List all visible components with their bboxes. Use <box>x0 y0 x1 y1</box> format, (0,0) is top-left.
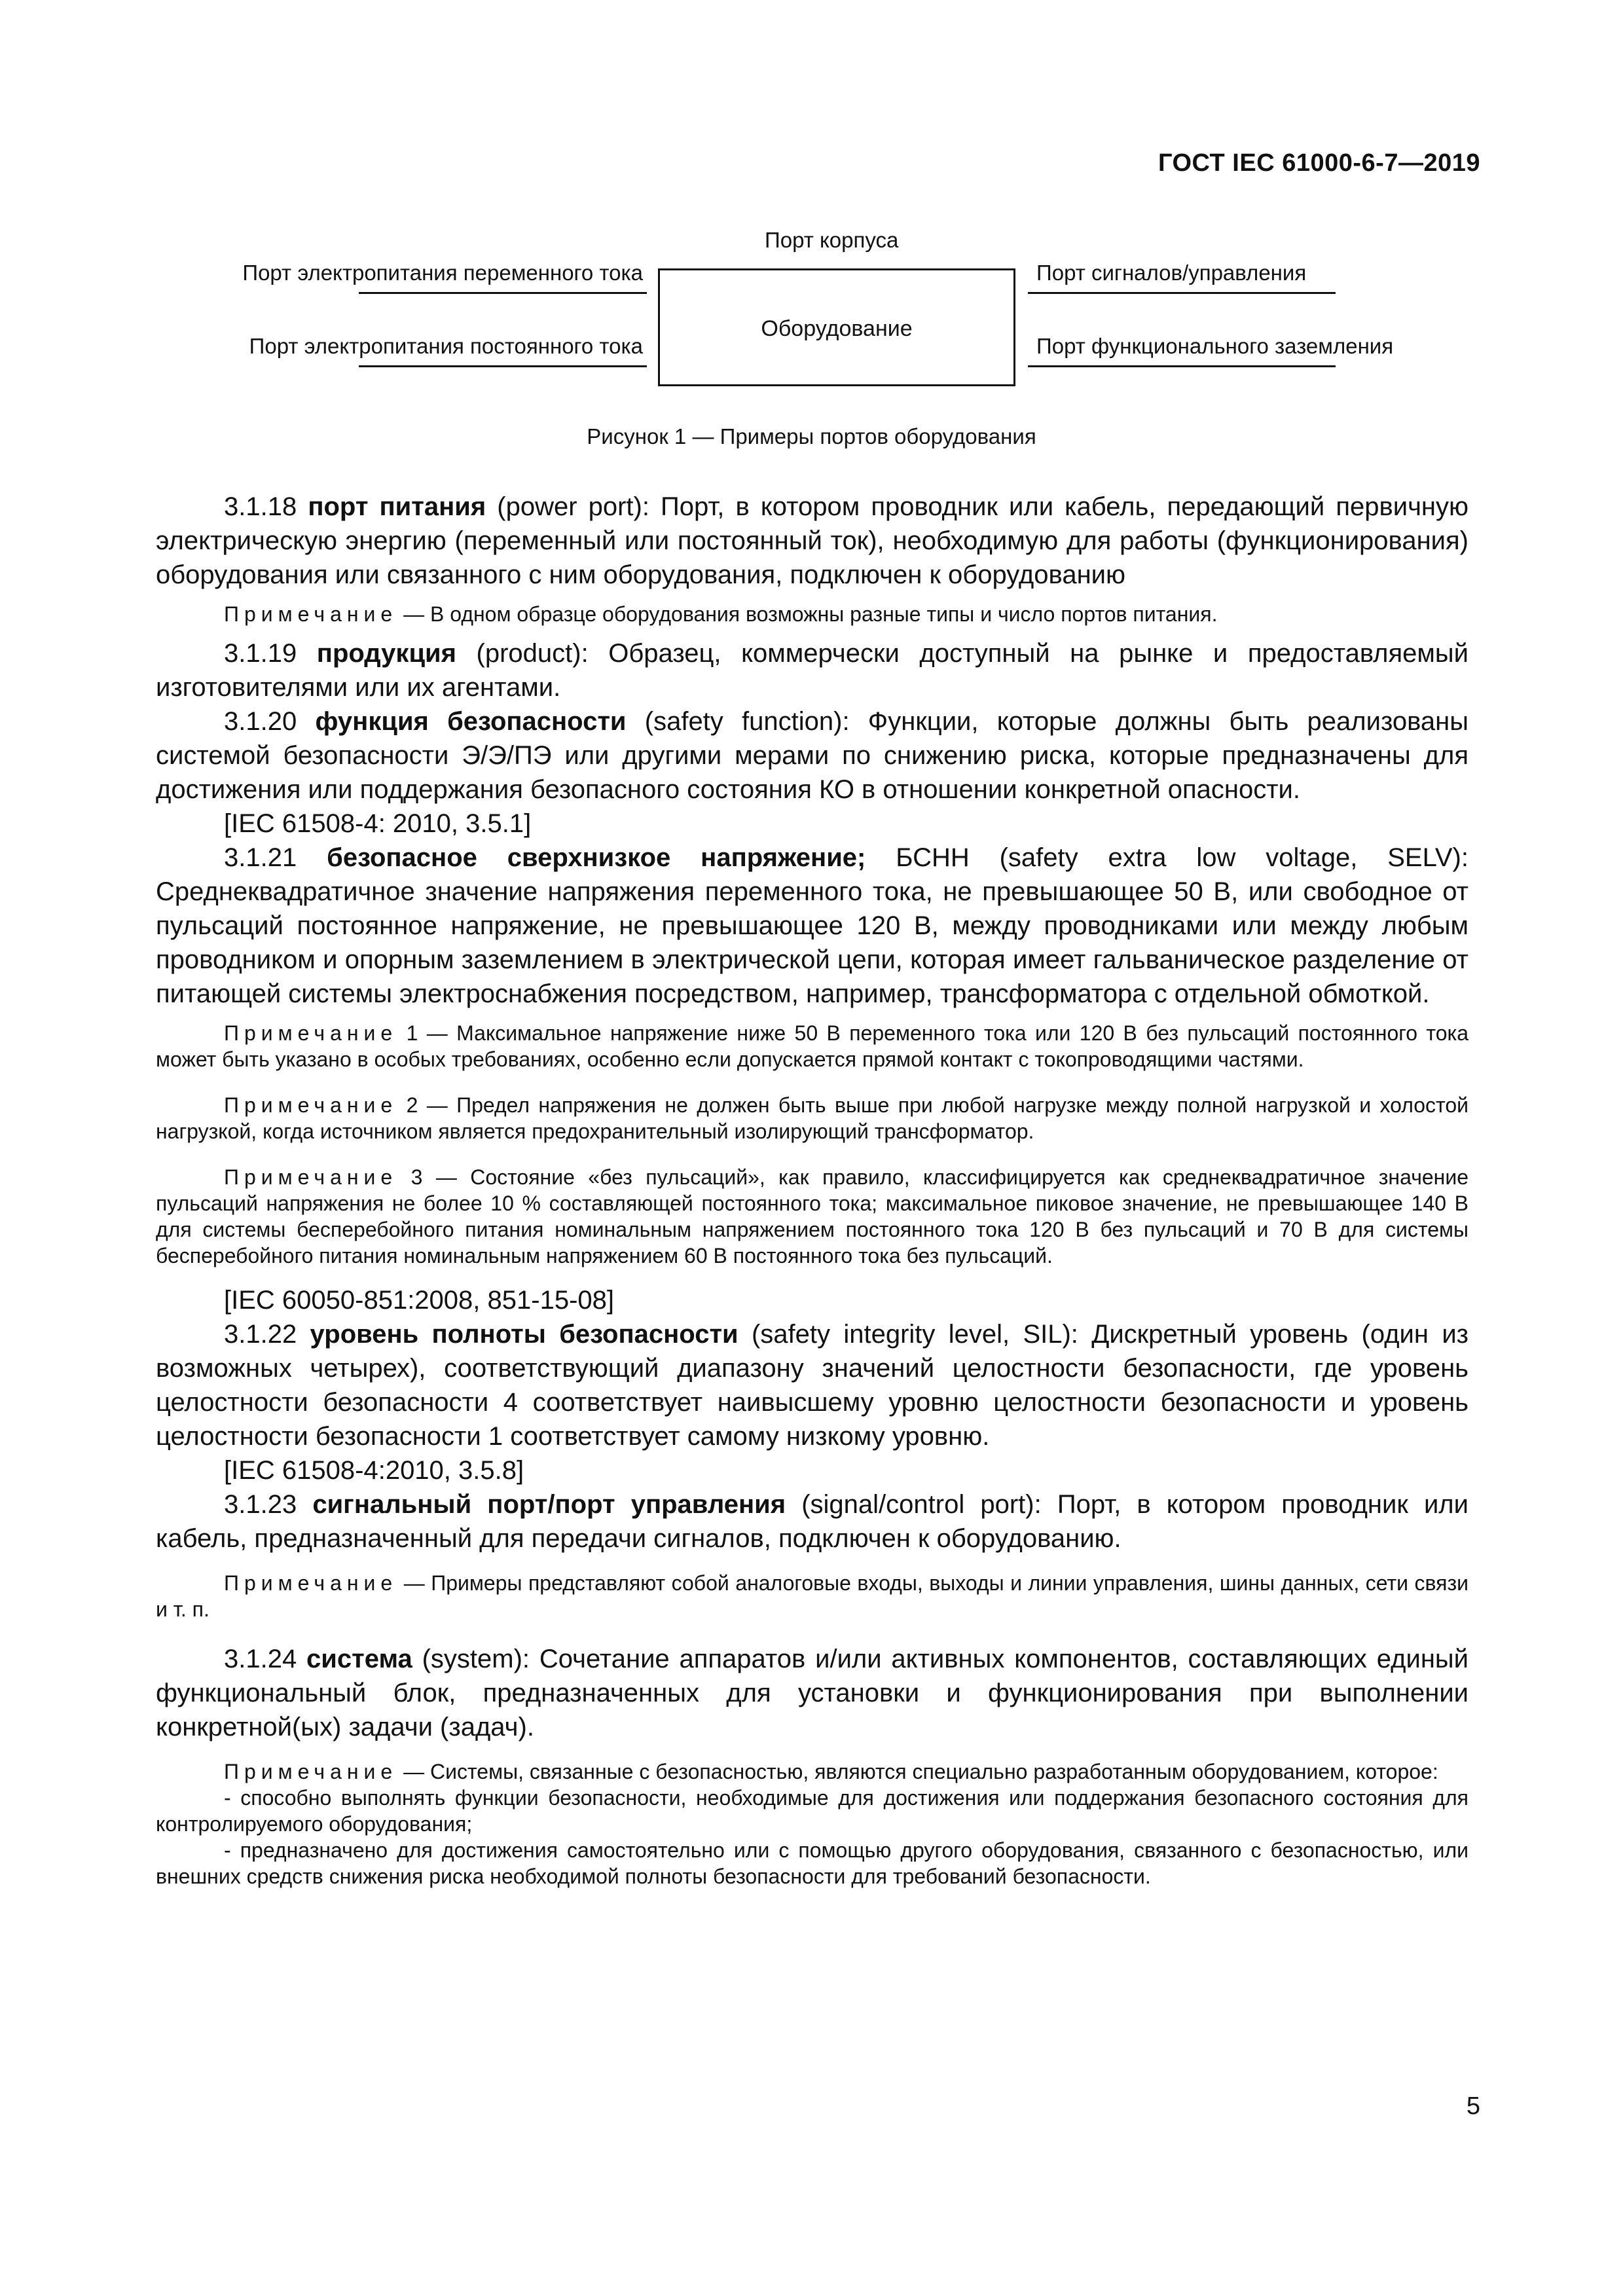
port-line-ac-power <box>359 292 647 294</box>
document-body <box>156 490 1468 1889</box>
term-3-1-24: 3.1.24 система (system): Сочетание аппаратов и/или активных компонентов, составляющих единый функциональный блок, предназначенных для установки и функционирования при выполнении конкретной(ых) задачи (задач). <box>156 1645 1469 1741</box>
reference-3-1-20: [IEC 61508-4: 2010, 3.5.1] <box>224 809 532 838</box>
port-line-functional-earth <box>1028 365 1336 367</box>
term-3-1-20: 3.1.20 функция безопасности (safety function): Функции, которые должны быть реализованы системой безопасности Э/Э/ПЭ или другими мерами по снижению риска, которые предназначены для достижения или поддержания безопасного состояния КО в отношении конкретной опасности. <box>156 707 1469 804</box>
figure-equipment-ports <box>0 0 1623 471</box>
term-name: порт питания <box>308 492 486 521</box>
port-label-dc-power: Порт электропитания постоянного тока <box>249 334 643 358</box>
term-3-1-23: 3.1.23 сигнальный порт/порт управления (signal/control port): Порт, в котором проводник или кабель, предназначенный для передачи сигналов, подключен к оборудованию. <box>156 1490 1468 1553</box>
port-line-dc-power <box>359 365 647 367</box>
note-list-item: - предназначено для достижения самостоятельно или с помощью другого оборудования, связанного с безопасностью, или внешних средств снижения риска необходимой полноты безопасности для требований безопасности. <box>156 1838 1468 1888</box>
note-3-1-18: Примечание — В одном образце оборудования возможны разные типы и число портов питания. <box>224 602 1218 626</box>
note-list-item: - способно выполнять функции безопасности, необходимые для достижения или поддержания безопасного состояния для контролируемого оборудования; <box>156 1786 1468 1836</box>
term-name: система <box>306 1645 412 1673</box>
port-label-functional-earth: Порт функционального заземления <box>1036 334 1394 358</box>
figure-caption: Рисунок 1 — Примеры портов оборудования <box>587 424 1036 448</box>
note-3-1-23: Примечание — Примеры представляют собой аналоговые входы, выходы и линии управления, шины данных, сети связи и т. п. <box>156 1571 1468 1621</box>
term-name: сигнальный порт/порт управления <box>312 1490 786 1519</box>
note-3-1-24: Примечание — Системы, связанные с безопасностью, являются специально разработанным оборудованием, которое: <box>224 1760 1438 1783</box>
term-name: уровень полноты безопасности <box>310 1320 739 1349</box>
port-label-enclosure: Порт корпуса <box>765 228 899 252</box>
term-3-1-22: 3.1.22 уровень полноты безопасности (safety integrity level, SIL): Дискретный уровень (один из возможных четырех), соответствующий диапазону значений целостности безопасности, где уровень целостности безопасности 4 соответствует наивысшему уровню целостности безопасности и уровень целостности безопасности 1 соответствует самому низкому уровню. <box>156 1320 1469 1451</box>
port-label-ac-power: Порт электропитания переменного тока <box>242 261 643 285</box>
term-name: безопасное сверхнизкое напряжение; <box>327 843 866 872</box>
port-line-signal-control <box>1028 292 1336 294</box>
equipment-box-label: Оборудование <box>761 316 913 341</box>
note-1-3-1-21: Примечание 1 — Максимальное напряжение ниже 50 В переменного тока или 120 В без пульсаций постоянного тока может быть указано в особых требованиях, особенно если допускается прямой контакт с токопроводящими частями. <box>156 1021 1468 1071</box>
reference-3-1-22: [IEC 61508-4:2010, 3.5.8] <box>224 1456 524 1485</box>
note-3-3-1-21: Примечание 3 — Состояние «без пульсаций», как правило, классифицируется как среднеквадратичное значение пульсаций напряжения не более 10 % составляющей постоянного тока; максимальное пиковое значение, не превышающее 140 В для системы бесперебойного питания номинальным напряжением постоянного тока 120 В без пульсаций и 70 В для системы бесперебойного питания номинальным напряжением 60 В постоянного тока без пульсаций. <box>156 1165 1468 1267</box>
term-3-1-21: 3.1.21 безопасное сверхнизкое напряжение; БСНН (safety extra low voltage, SELV): Среднеквадратичное значение напряжения переменного тока, не превышающее 50 В, или свободное от пульсаций постоянное напряжение, не превышающее 120 В, между проводниками или между любым проводником и опорным заземлением в электрической цепи, которая имеет гальваническое разделение от питающей системы электроснабжения посредством, например, трансформатора с отдельной обмоткой. <box>156 843 1468 1008</box>
note-2-3-1-21: Примечание 2 — Предел напряжения не должен быть выше при любой нагрузке между полной нагрузкой и холостой нагрузкой, когда источником является предохранительный изолирующий трансформатор. <box>156 1093 1468 1143</box>
term-name: продукция <box>316 639 456 668</box>
term-3-1-19: 3.1.19 продукция (product): Образец, коммерчески доступный на рынке и предоставляемый изготовителями или их агентами. <box>156 639 1469 702</box>
term-3-1-18: 3.1.18 порт питания (power port): Порт, в котором проводник или кабель, передающий первичную электрическую энергию (переменный или постоянный ток), необходимую для работы (функционирования) оборудования или связанного с ним оборудования, подключен к оборудованию <box>156 492 1469 589</box>
equipment-box <box>658 268 1015 386</box>
term-name: функция безопасности <box>315 707 627 736</box>
document-header: ГОСТ IEC 61000-6-7—2019 <box>1158 149 1480 177</box>
port-label-signal-control: Порт сигналов/управления <box>1036 261 1307 285</box>
page-number: 5 <box>1466 2092 1480 2120</box>
reference-3-1-21: [IEC 60050-851:2008, 851-15-08] <box>224 1286 614 1315</box>
